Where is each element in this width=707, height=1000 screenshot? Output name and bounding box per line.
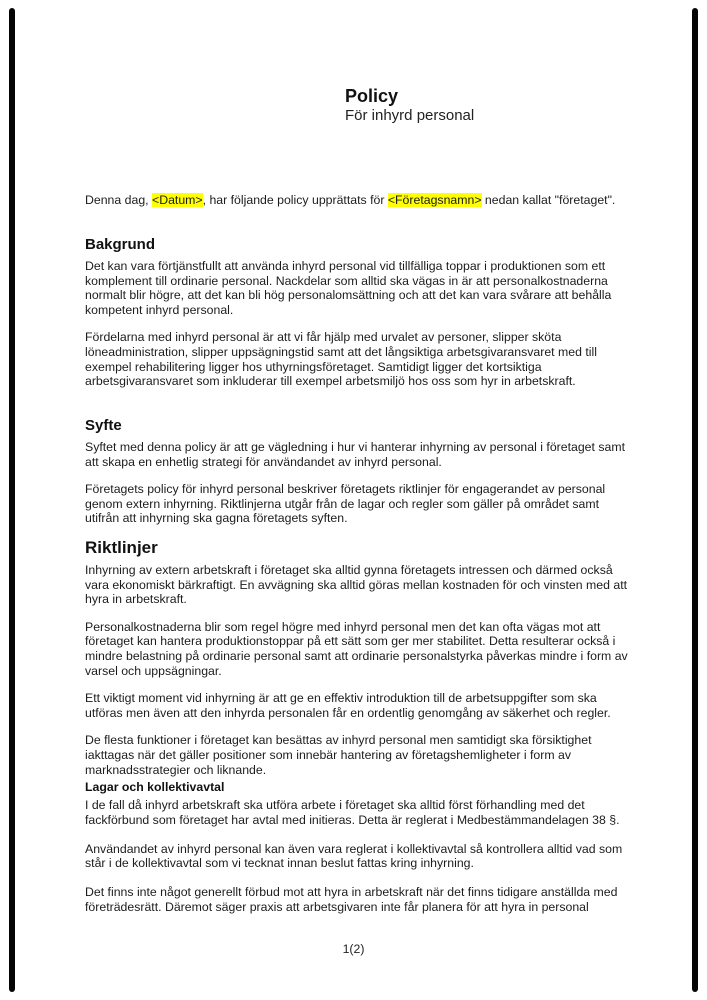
intro-text-3: nedan kallat "företaget". [481,193,616,207]
page-title: Policy [345,86,399,106]
sub-heading-lagar: Lagar och kollektivavtal [85,780,225,794]
paragraph: I de fall då inhyrd arbetskraft ska utföra arbete i företaget ska alltid först förhandling med det fackförbund som företaget har avtal med initieras. Detta är reglerat i Medbestämmandelagen 38 §. [85,798,620,827]
page-number: 1(2) [342,942,365,956]
section-heading-syfte: Syfte [85,417,122,434]
section-syfte [85,417,630,539]
paragraph: Fördelarna med inhyrd personal är att vi får hjälp med urvalet av personer, slipper sköta löneadministration, slipper uppsägningstid samt att det långsiktiga arbetsgivaransvaret med till exempel rehabilitering ligger hos uthyrningsföretaget. Samtidigt ligger det kortsiktiga arbetsgivaransvaret som inkluderar till exempel arbetsmiljö hos oss som hyr in arbetskraft. [85,330,597,389]
section-lagar-och-kollektivavtal [85,780,630,929]
paragraph: Det finns inte något generellt förbud mot att hyra in arbetskraft när det finns tidigare anställda med företrädesrätt. Däremot säger praxis att arbetsgivaren inte får planera för att hyra in personal [85,885,618,914]
paragraph: Syftet med denna policy är att ge vägledning i hur vi hanterar inhyrning av personal i företaget samt att skapa en enhetlig strategi för användandet av inhyrd personal. [85,440,626,469]
section-heading-bakgrund: Bakgrund [85,236,156,253]
paragraph: Det kan vara förtjänstfullt att använda inhyrd personal vid tillfälliga toppar i produktionen som ett komplement till ordinarie personal. Nackdelar som alltid ska vägas in är att personalkostnaderna normalt blir högre, att det kan bli hög personalomsättning och att det kan vara svårare att behålla kompetent inhyrd personal. [85,259,612,317]
paragraph: Inhyrning av extern arbetskraft i företaget ska alltid gynna företagets intressen och därmed också vara ekonomiskt bärkraftigt. En avvägning ska alltid göras mellan kostnaden för och vinsten med att hyra in arbetskraft. [85,563,628,607]
section-bakgrund [85,236,630,402]
title-block [345,86,645,125]
paragraph: Personalkostnaderna blir som regel högre med inhyrd personal men det kan ofta vägas mot att företaget kan hantera produktionstoppar på ett sätt som ger mer stabilitet. Detta resulterar också i mindre belastning på ordinarie personal samt att ordinarie personalstyrka påverkas mindre i form av varsel och uppsägningar. [85,619,628,678]
paragraph: Företagets policy för inhyrd personal beskriver företagets riktlinjer för engagerandet av personal genom extern inhyrning. Riktlinjerna utgår från de lagar och regler som gäller på området samt utifrån att inhyrning ska gagna företagets syften. [85,482,606,526]
intro-text-2: , har följande policy upprättats för [202,193,388,207]
paragraph: Ett viktigt moment vid inhyrning är att ge en effektiv introduktion till de arbetsuppgifter som ska utföras men även att den inhyrda personalen får en ordentlig genomgång av säkerhet och regler. [85,691,611,720]
date-placeholder: <Datum> [152,193,203,207]
intro-paragraph [85,193,630,208]
section-heading-riktlinjer: Riktlinjer [85,538,158,557]
paragraph: Användandet av inhyrd personal kan även vara reglerat i kollektivavtal så kontrollera alltid vad som står i de kollektivavtal som vi tecknat innan beslut fattas kring inhyrning. [85,841,623,871]
company-name-placeholder: <Företagsnamn> [387,193,482,207]
intro-text-1: Denna dag, [85,193,153,207]
paragraph: De flesta funktioner i företaget kan besättas av inhyrd personal men samtidigt ska försiktighet iakttagas när det gäller positioner som innebär hantering av företagshemligheter i form av marknadsstrategier och liknande. [85,733,592,777]
page-subtitle: För inhyrd personal [345,107,475,124]
section-riktlinjer [85,538,630,790]
scan-edge-artifact-right [692,8,698,992]
scan-edge-artifact-left [9,8,15,992]
